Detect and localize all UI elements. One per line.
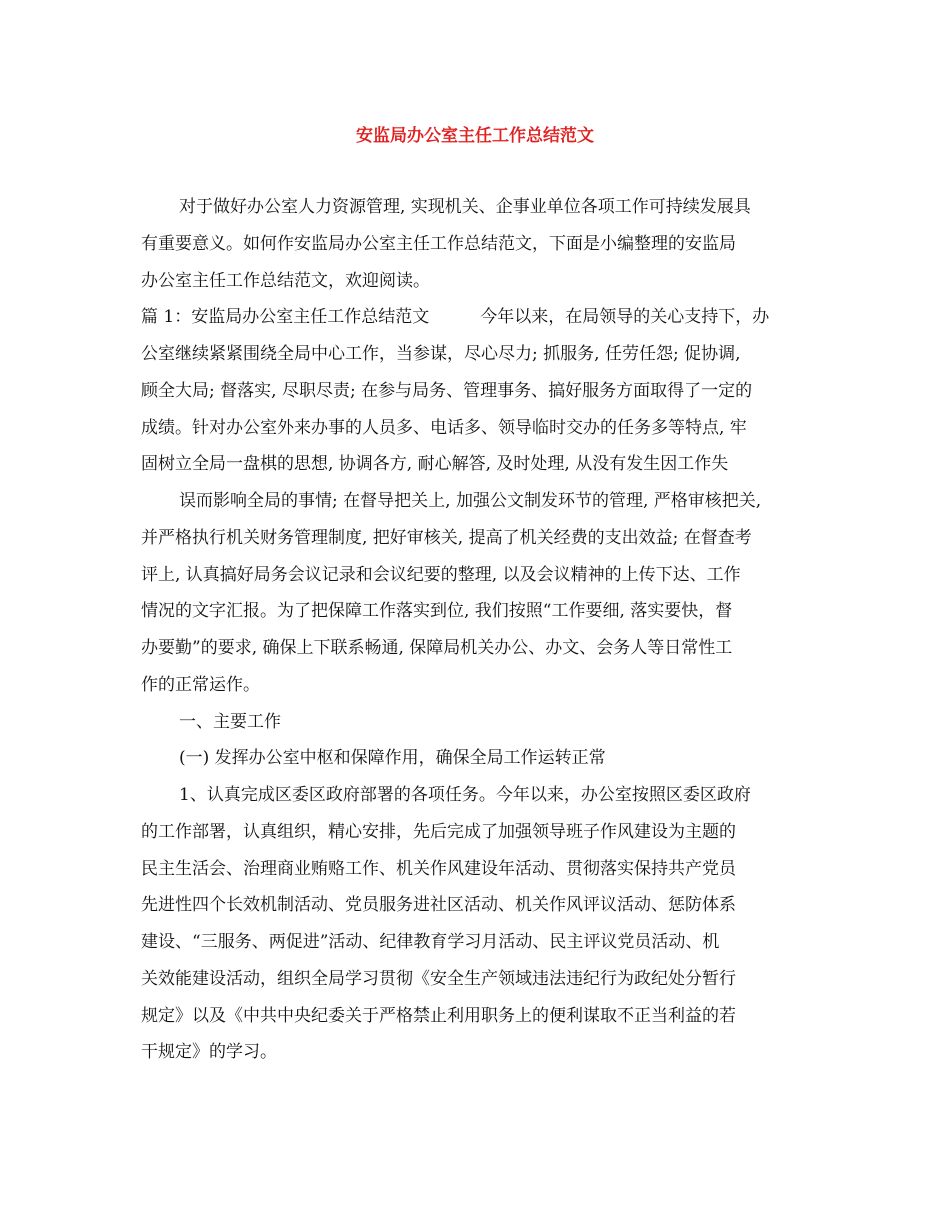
text-line: 办公室主任工作总结范文，欢迎阅读。 [141,271,430,291]
text-line: 评上, 认真搞好局务会议记录和会议纪要的整理, 以及会议精神的上传下达、工作 [141,565,741,585]
text-line: 误而影响全局的事情; 在督导把关上, 加强公文制发环节的管理, 严格审核把关, [179,491,762,511]
section-heading: 一、主要工作 [179,712,281,732]
text-line: 先进性四个长效机制活动、党员服务进社区活动、机关作风评议活动、惩防体系 [141,895,736,915]
text-line: 规定》以及《中共中央纪委关于严格禁止利用职务上的便利谋取不正当利益的若 [141,1006,736,1026]
text-line: 成绩。针对办公室外来办事的人员多、电话多、领导临时交办的任务多等特点, 牢 [141,418,747,438]
text-line: 干规定》的学习。 [141,1042,277,1062]
text-line: 作的正常运作。 [141,675,260,695]
text-line: 固树立全局一盘棋的思想, 协调各方, 耐心解答, 及时处理, 从没有发生因工作失 [141,454,729,474]
text-line: 对于做好办公室人力资源管理, 实现机关、企事业单位各项工作可持续发展具 [179,197,751,217]
document-title: 安监局办公室主任工作总结范文 [356,126,594,146]
text-line: 篇 1：安监局办公室主任工作总结范文 今年以来，在局领导的关心支持下，办 [141,307,770,327]
text-line: 情况的文字汇报。为了把保障工作落实到位, 我们按照“工作要细, 落实要快，督 [141,601,733,621]
text-line: 关效能建设活动，组织全局学习贯彻《安全生产领域违法违纪行为政纪处分暂行 [141,969,736,989]
text-line: 民主生活会、治理商业贿赂工作、机关作风建设年活动、贯彻落实保持共产党员 [141,859,736,879]
text-line: 建设、“三服务、两促进”活动、纪律教育学习月活动、民主评议党员活动、机 [141,932,720,952]
text-line: 公室继续紧紧围绕全局中心工作，当参谋，尽心尽力; 抓服务, 任劳任怨; 促协调, [141,344,741,364]
text-line: 顾全大局; 督落实, 尽职尽责; 在参与局务、管理事务、搞好服务方面取得了一定的 [141,381,753,401]
text-line: 并严格执行机关财务管理制度, 把好审核关, 提高了机关经费的支出效益; 在督查考 [141,528,752,548]
subsection-heading: (一) 发挥办公室中枢和保障作用，确保全局工作运转正常 [179,748,606,768]
text-line: 的工作部署，认真组织，精心安排，先后完成了加强领导班子作风建设为主题的 [141,822,736,842]
text-line: 1、认真完成区委区政府部署的各项任务。今年以来，办公室按照区委区政府 [179,785,751,805]
text-line: 有重要意义。如何作安监局办公室主任工作总结范文，下面是小编整理的安监局 [141,234,736,254]
text-line: 办要勤”的要求, 确保上下联系畅通, 保障局机关办公、办文、会务人等日常性工 [141,638,733,658]
